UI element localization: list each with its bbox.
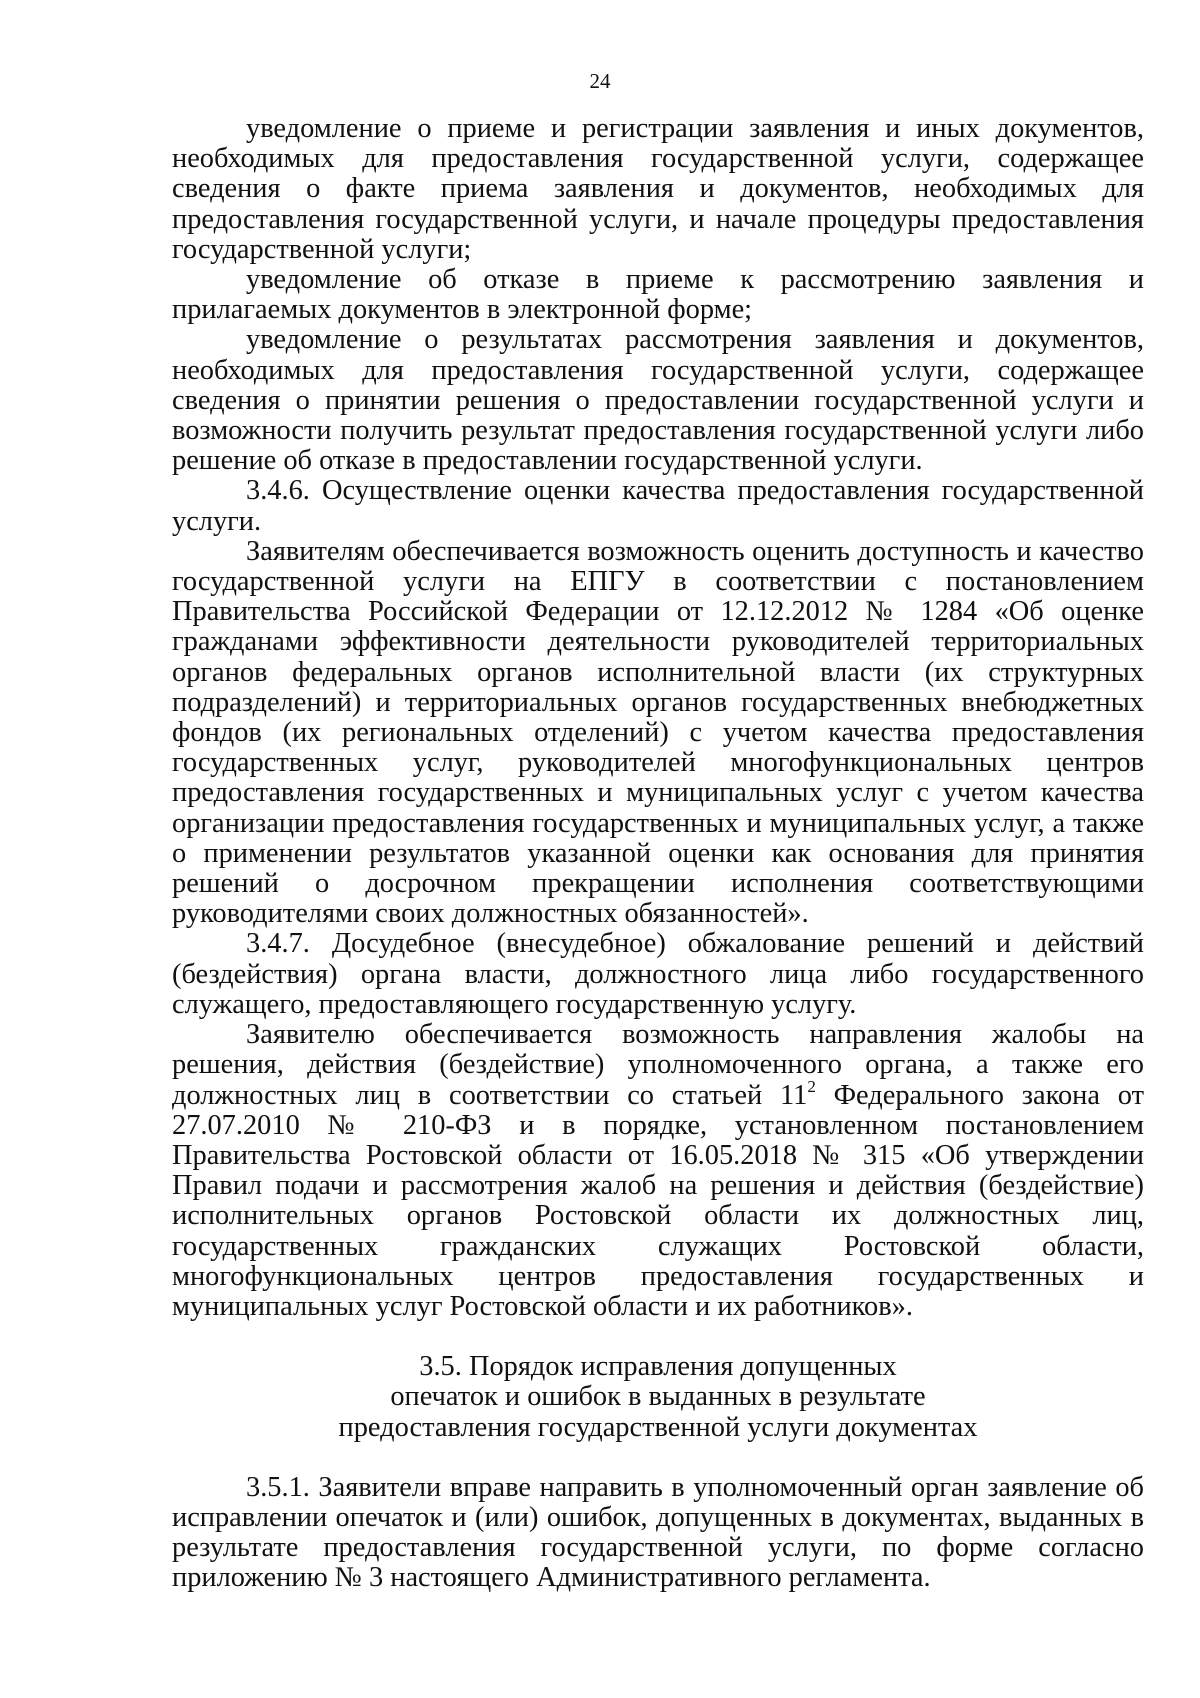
paragraph-3-5-1: 3.5.1. Заявители вправе направить в уполномоченный орган заявление об исправлении опечаток и (или) ошибок, допущенных в документах, выданных в результате предоставления государственной услуги, по форме согласно приложению № 3 настоящего Административного регламента.: [172, 1471, 1144, 1594]
section-heading-3-5: [172, 1352, 1144, 1443]
paragraph-complaint: [172, 1020, 1144, 1322]
paragraph-3-4-7: 3.4.7. Досудебное (внесудебное) обжалование решений и действий (бездействия) органа власти, должностного лица либо государственного служащего, предоставляющего государственную услугу.: [172, 928, 1144, 1020]
complaint-text-start: Заявителю обеспечивается возможность направления жалобы на решения, действия (бездействие) уполномоченного органа, а также его должностных лиц в соответствии со статьей 11: [172, 1019, 1144, 1111]
paragraph-notice-results: уведомление о результатах рассмотрения заявления и документов, необходимых для предоставления государственной услуги, содержащее сведения о принятии решения о предоставлении государственной услуги и возможности получить результат предоставления государственной услуги либо решение об отказе в предоставлении государственной услуги.: [172, 324, 1144, 477]
section-heading-line: опечаток и ошибок в выданных в результате: [390, 1381, 926, 1413]
section-heading-line: 3.5. Порядок исправления допущенных: [419, 1351, 897, 1383]
article-superscript: 2: [807, 1076, 816, 1096]
section-heading-line: предоставления государственной услуги документах: [338, 1411, 978, 1443]
complaint-text-end: Федерального закона от 27.07.2010 № 210-ФЗ и в порядке, установленном постановлением Правительства Ростовской области от 16.05.2018 № 315 «Об утверждении Правил подачи и рассмотрения жалоб на решения и действия (бездействие) исполнительных органов Ростовской области их должностных лиц, государственных гражданских служащих Ростовской области, многофункциональных центров предоставления государственных и муниципальных услуг Ростовской области и их работников».: [172, 1079, 1144, 1322]
paragraph-quality-assessment: Заявителям обеспечивается возможность оценить доступность и качество государственной услуги на ЕПГУ в соответствии с постановлением Правительства Российской Федерации от 12.12.2012 № 1284 «Об оценке гражданами эффективности деятельности руководителей территориальных органов федеральных органов исполнительной власти (их структурных подразделений) и территориальных органов государственных внебюджетных фондов (их региональных отделений) с учетом качества предоставления государственных услуг, руководителей многофункциональных центров предоставления государственных и муниципальных услуг с учетом качества организации предоставления государственных и муниципальных услуг, а также о применении результатов указанной оценки как основания для принятия решений о досрочном прекращении исполнения соответствующими руководителями своих должностных обязанностей».: [172, 535, 1144, 930]
paragraph-notice-acceptance: уведомление о приеме и регистрации заявления и иных документов, необходимых для предоставления государственной услуги, содержащее сведения о факте приема заявления и документов, необходимых для предоставления государственной услуги, и начале процедуры предоставления государственной услуги;: [172, 113, 1144, 265]
page-number: 24: [589, 69, 611, 93]
paragraph-notice-refusal: уведомление об отказе в приеме к рассмотрению заявления и прилагаемых документов в электронной форме;: [172, 264, 1144, 326]
paragraph-3-4-6: 3.4.6. Осуществление оценки качества предоставления государственной услуги.: [172, 475, 1144, 537]
document-body: [172, 114, 1144, 1594]
